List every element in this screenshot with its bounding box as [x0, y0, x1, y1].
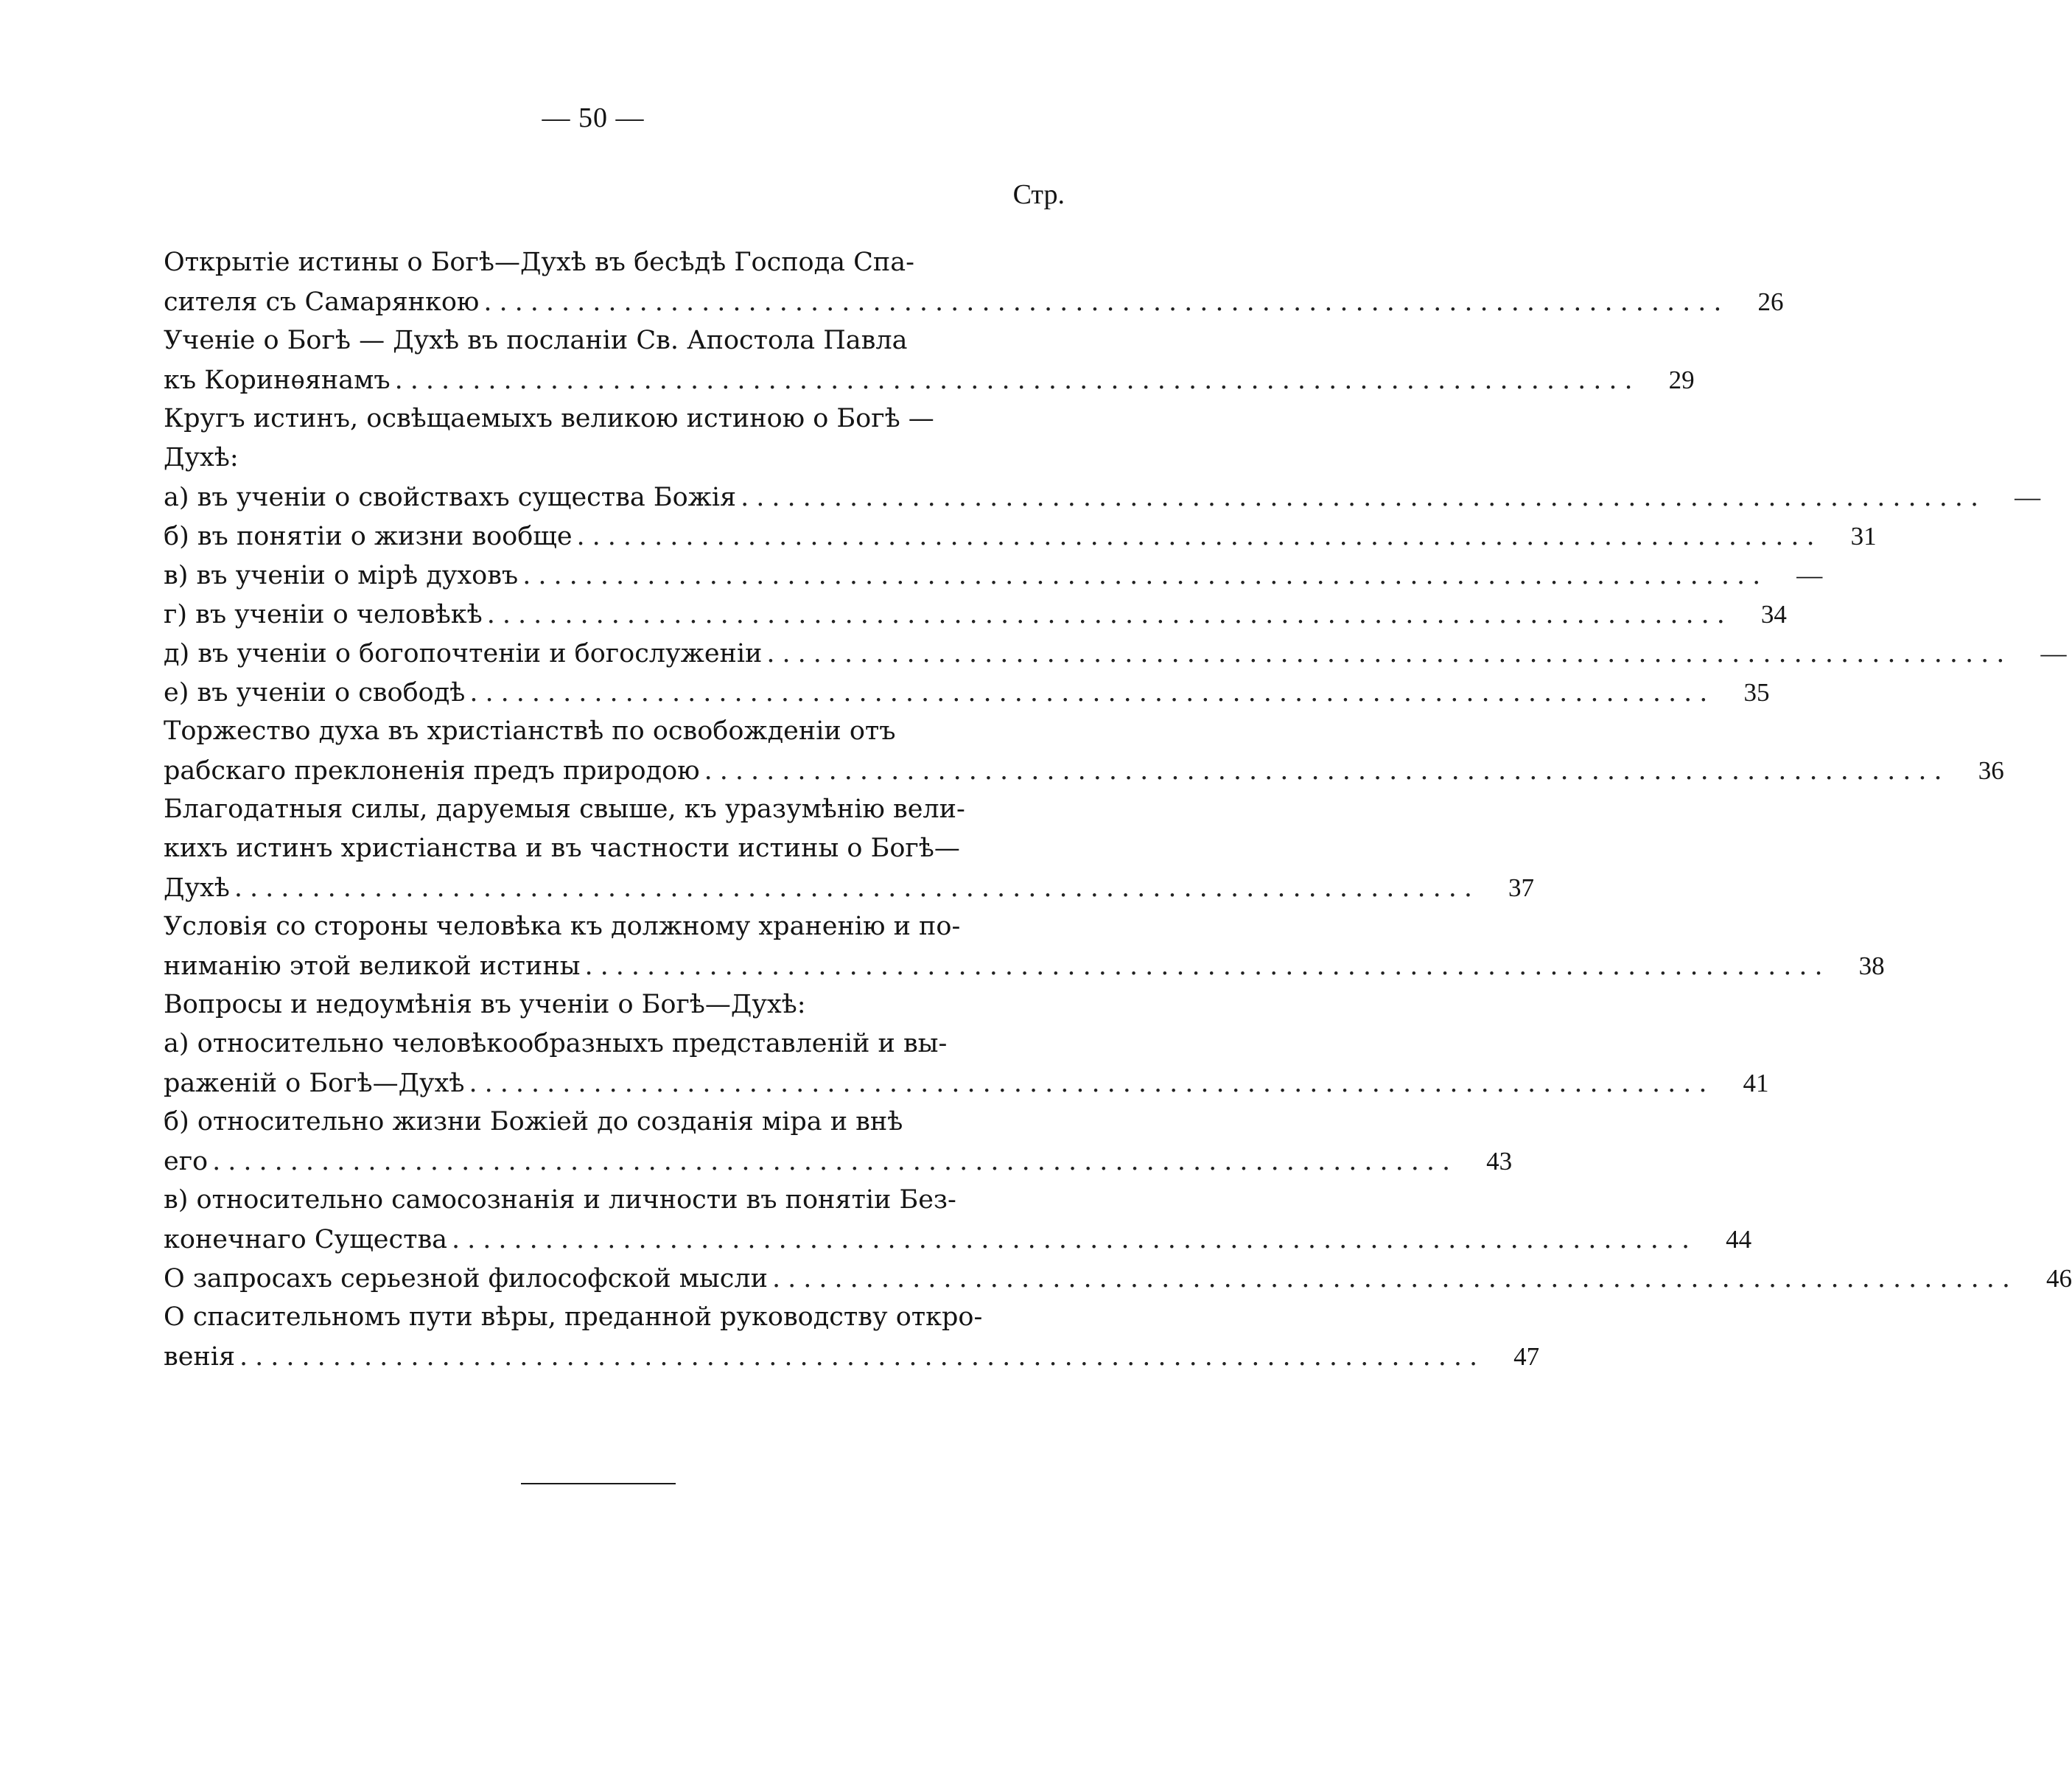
toc-page-number: 43 [1486, 1147, 1513, 1176]
leader-dots: ................................................................................ [394, 366, 1640, 395]
toc-entry-text: е) въ ученіи о свободѣ [164, 678, 466, 708]
toc-entry-text: а) относительно человѣкообразныхъ представленій и вы- [164, 1029, 948, 1058]
leader-dots: ................................................................................ [239, 1342, 1485, 1372]
toc-entry [164, 790, 1534, 907]
toc-entry-text: кихъ истинъ христіанства и въ частности истины о Богѣ— [164, 834, 960, 863]
toc-entry-text: венія [164, 1342, 236, 1372]
toc-line [164, 673, 1770, 712]
toc-line [164, 1064, 1769, 1103]
toc-line [164, 907, 1043, 946]
toc-entry-text: б) относительно жизни Божіей до созданія міра и внѣ [164, 1107, 903, 1137]
toc-entry-text: Духѣ [164, 873, 230, 903]
leader-dots: ................................................................................ [234, 873, 1480, 903]
toc-page-number: 31 [1850, 522, 1877, 551]
toc-line [164, 556, 1823, 595]
toc-entry [164, 321, 1695, 399]
toc-page-number: 37 [1508, 873, 1534, 902]
leader-dots: ................................................................................ [483, 287, 1729, 317]
toc-line [164, 1337, 1540, 1376]
page-number: — 50 — [542, 102, 645, 133]
toc-entry-text: ниманію этой великой истины [164, 952, 581, 981]
toc-entry-text: Ученіе о Богѣ — Духѣ въ посланіи Св. Апостола Павла [164, 326, 908, 355]
toc-entry [164, 1024, 1769, 1103]
toc-line [164, 1298, 1043, 1337]
toc-line [164, 985, 1043, 1024]
toc-line [164, 712, 1043, 751]
toc-page-number: 34 [1760, 600, 1787, 629]
leader-dots: ................................................................................ [469, 678, 1715, 708]
toc-page-number: 26 [1757, 287, 1784, 316]
toc-entry-text: конечнаго Существа [164, 1225, 448, 1254]
toc-entry-text: Условія со стороны человѣка къ должному храненію и по- [164, 912, 961, 941]
toc-entry [164, 907, 1885, 985]
toc-entry-text: Духѣ: [164, 443, 239, 472]
toc-line [164, 439, 1043, 478]
toc-line [164, 321, 1043, 360]
toc-entry-text: в) относительно самосознанія и личности въ понятіи Без- [164, 1185, 956, 1215]
toc-entry [164, 634, 2067, 673]
toc-entry-text: его [164, 1147, 209, 1176]
toc-page-number: 44 [1726, 1225, 1752, 1254]
toc-line [164, 517, 1877, 556]
toc-entry [164, 673, 1770, 712]
toc-entry [164, 1259, 2072, 1298]
toc-entry-text: Открытіе истины о Богѣ—Духѣ въ бесѣдѣ Господа Спа- [164, 248, 914, 277]
toc-entry [164, 1181, 1752, 1259]
leader-dots: ................................................................................ [212, 1147, 1458, 1176]
toc-entry-text: а) въ ученіи о свойствахъ существа Божія [164, 483, 737, 512]
toc-line [164, 243, 1043, 282]
toc-entry-text: в) въ ученіи о мірѣ духовъ [164, 561, 519, 590]
toc-entry-text: Вопросы и недоумѣнія въ ученіи о Богѣ—Духѣ: [164, 990, 806, 1019]
table-of-contents [164, 243, 2072, 1376]
toc-line [164, 399, 1043, 439]
leader-dots: ................................................................................ [771, 1264, 2018, 1294]
toc-page-number: 35 [1743, 678, 1770, 707]
leader-dots: ................................................................................ [486, 600, 1732, 629]
toc-line [164, 751, 2004, 790]
toc-entry [164, 712, 2004, 790]
toc-line [164, 634, 2067, 673]
leader-dots: ................................................................................ [522, 561, 1768, 590]
toc-page-number: 36 [1978, 756, 2004, 785]
toc-page-number: 47 [1513, 1342, 1540, 1371]
toc-entry-text: сителя съ Самарянкою [164, 287, 480, 317]
leader-dots: ................................................................................ [452, 1225, 1698, 1254]
toc-line [164, 790, 1043, 829]
toc-entry [164, 1298, 1540, 1376]
leader-dots: ................................................................................ [469, 1069, 1715, 1098]
toc-line [164, 1259, 2072, 1298]
toc-line [164, 868, 1534, 907]
leader-dots: ................................................................................ [766, 639, 2012, 668]
toc-entry [164, 556, 1823, 595]
toc-line [164, 1220, 1752, 1259]
toc-entry-text: г) въ ученіи о человѣкѣ [164, 600, 483, 629]
toc-entry [164, 595, 1787, 634]
toc-page-number: 46 [2046, 1264, 2072, 1293]
toc-entry-text: рабскаго преклоненія предъ природою [164, 756, 700, 786]
toc-page-number: 29 [1668, 366, 1695, 394]
toc-line [164, 1142, 1513, 1181]
toc-entry-text: Кругъ истинъ, освѣщаемыхъ великою истиною о Богѣ — [164, 404, 934, 433]
toc-entry-text: О запросахъ серьезной философской мысли [164, 1264, 768, 1294]
toc-entry-text: Благодатныя силы, даруемыя свыше, къ уразумѣнію вели- [164, 795, 965, 824]
toc-entry [164, 399, 1043, 478]
toc-page-number: — [2015, 483, 2041, 512]
page-column-header: Стр. [1012, 179, 1065, 210]
toc-line [164, 1024, 1043, 1064]
toc-entry-text: д) въ ученіи о богопочтеніи и богослуженіи [164, 639, 763, 668]
toc-line [164, 360, 1695, 399]
toc-entry [164, 478, 2041, 517]
toc-page-number: 38 [1858, 952, 1885, 980]
toc-entry-text: О спасительномъ пути вѣры, преданной руководству откро- [164, 1302, 983, 1332]
toc-entry [164, 243, 1784, 321]
toc-entry-text: б) въ понятіи о жизни вообще [164, 522, 573, 551]
leader-dots: ................................................................................ [584, 952, 1830, 981]
toc-entry [164, 985, 1043, 1024]
toc-page-number: — [1796, 561, 1823, 590]
toc-entry [164, 517, 1877, 556]
toc-line [164, 478, 2041, 517]
toc-entry [164, 1103, 1513, 1181]
toc-entry-text: раженій о Богѣ—Духѣ [164, 1069, 465, 1098]
toc-line [164, 1103, 1043, 1142]
toc-entry-text: къ Коринѳянамъ [164, 366, 391, 395]
toc-line [164, 946, 1885, 985]
leader-dots: ................................................................................ [704, 756, 1950, 786]
closing-divider [521, 1483, 676, 1484]
toc-line [164, 282, 1784, 321]
toc-line [164, 595, 1787, 634]
toc-page-number: — [2040, 639, 2067, 668]
leader-dots: ................................................................................ [741, 483, 1987, 512]
toc-entry-text: Торжество духа въ христіанствѣ по освобожденіи отъ [164, 716, 896, 746]
leader-dots: ................................................................................ [576, 522, 1822, 551]
toc-line [164, 1181, 1043, 1220]
toc-line [164, 829, 1043, 868]
toc-page-number: 41 [1743, 1069, 1769, 1097]
